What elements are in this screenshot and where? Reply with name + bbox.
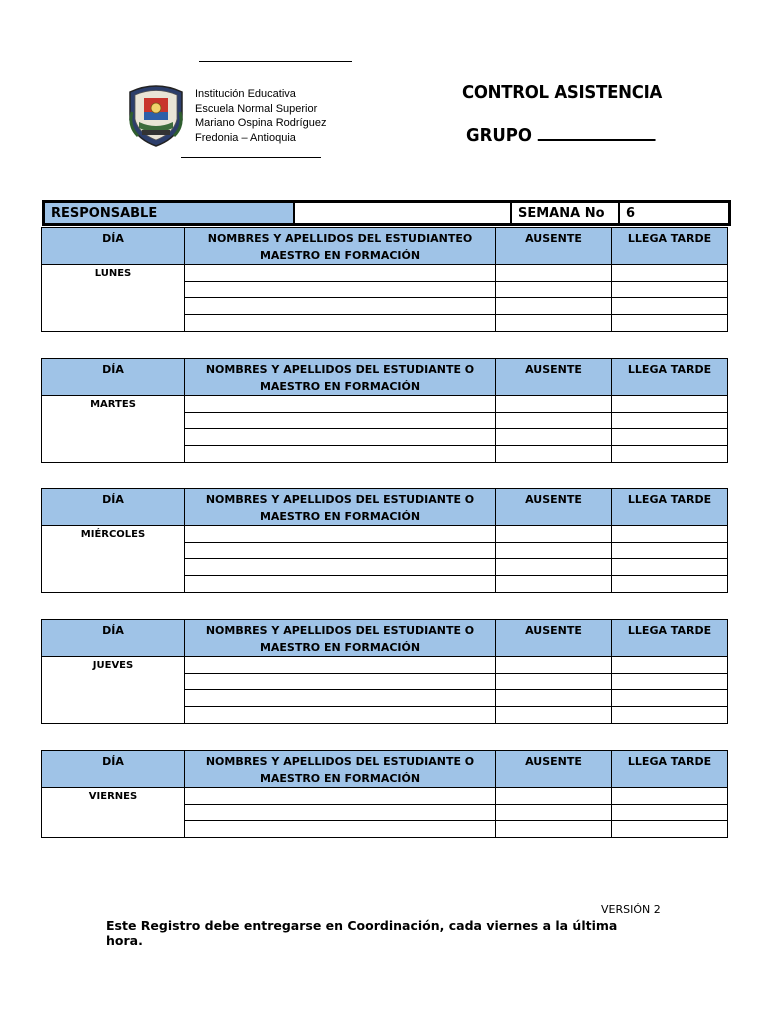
header-ausente: AUSENTE [496, 359, 612, 396]
header-llega-tarde: LLEGA TARDE [612, 359, 728, 396]
student-name-cell[interactable] [185, 526, 496, 543]
absent-cell[interactable] [496, 673, 612, 690]
absent-cell[interactable] [496, 559, 612, 576]
header-ausente: AUSENTE [496, 751, 612, 788]
top-signature-line [199, 61, 352, 62]
table-row [42, 526, 728, 543]
attendance-table-4 [41, 750, 728, 838]
student-name-cell[interactable] [185, 657, 496, 674]
student-name-cell[interactable] [185, 559, 496, 576]
absent-cell[interactable] [496, 804, 612, 821]
header-nombres: NOMBRES Y APELLIDOS DEL ESTUDIANTEO MAESTRO EN FORMACIÓN [185, 228, 496, 265]
student-name-cell[interactable] [185, 542, 496, 559]
header-nombres: NOMBRES Y APELLIDOS DEL ESTUDIANTE O MAESTRO EN FORMACIÓN [185, 489, 496, 526]
student-name-cell[interactable] [185, 429, 496, 446]
page-title: CONTROL ASISTENCIA [462, 82, 662, 103]
absent-cell[interactable] [496, 396, 612, 413]
grupo-field [466, 124, 655, 146]
institution-name [195, 87, 326, 145]
institution-line: Mariano Ospina Rodríguez [195, 117, 327, 129]
late-cell[interactable] [612, 446, 728, 463]
late-cell[interactable] [612, 707, 728, 724]
late-cell[interactable] [612, 412, 728, 429]
student-name-cell[interactable] [185, 298, 496, 315]
semana-field[interactable]: 6 [626, 205, 636, 221]
header-dia: DÍA [42, 620, 185, 657]
student-name-cell[interactable] [185, 281, 496, 298]
student-name-cell[interactable] [185, 788, 496, 805]
day-name: MIÉRCOLES [42, 526, 185, 593]
absent-cell[interactable] [496, 429, 612, 446]
institution-line: Institución Educativa [195, 88, 296, 100]
late-cell[interactable] [612, 429, 728, 446]
student-name-cell[interactable] [185, 576, 496, 593]
absent-cell[interactable] [496, 412, 612, 429]
late-cell[interactable] [612, 673, 728, 690]
late-cell[interactable] [612, 821, 728, 838]
absent-cell[interactable] [496, 315, 612, 332]
student-name-cell[interactable] [185, 446, 496, 463]
header-ausente: AUSENTE [496, 489, 612, 526]
table-row [42, 396, 728, 413]
table-row [42, 788, 728, 805]
late-cell[interactable] [612, 690, 728, 707]
header-llega-tarde: LLEGA TARDE [612, 751, 728, 788]
late-cell[interactable] [612, 559, 728, 576]
absent-cell[interactable] [496, 281, 612, 298]
header-dia: DÍA [42, 751, 185, 788]
late-cell[interactable] [612, 265, 728, 282]
grupo-blank[interactable] [538, 124, 656, 141]
institution-line: Fredonia – Antioquia [195, 131, 296, 144]
day-name: JUEVES [42, 657, 185, 724]
student-name-cell[interactable] [185, 412, 496, 429]
header-nombres: NOMBRES Y APELLIDOS DEL ESTUDIANTE O MAESTRO EN FORMACIÓN [185, 620, 496, 657]
student-name-cell[interactable] [185, 265, 496, 282]
absent-cell[interactable] [496, 542, 612, 559]
semana-label: SEMANA No [512, 203, 620, 223]
attendance-table-0 [41, 227, 728, 332]
header-llega-tarde: LLEGA TARDE [612, 620, 728, 657]
header-dia: DÍA [42, 228, 185, 265]
student-name-cell[interactable] [185, 396, 496, 413]
school-crest-logo [126, 82, 186, 148]
student-name-cell[interactable] [185, 707, 496, 724]
responsable-bar [42, 200, 731, 226]
late-cell[interactable] [612, 657, 728, 674]
late-cell[interactable] [612, 281, 728, 298]
student-name-cell[interactable] [185, 804, 496, 821]
absent-cell[interactable] [496, 821, 612, 838]
late-cell[interactable] [612, 788, 728, 805]
absent-cell[interactable] [496, 298, 612, 315]
absent-cell[interactable] [496, 788, 612, 805]
grupo-label: GRUPO [466, 125, 533, 146]
late-cell[interactable] [612, 576, 728, 593]
absent-cell[interactable] [496, 526, 612, 543]
header-nombres: NOMBRES Y APELLIDOS DEL ESTUDIANTE O MAESTRO EN FORMACIÓN [185, 751, 496, 788]
student-name-cell[interactable] [185, 821, 496, 838]
day-name: VIERNES [42, 788, 185, 838]
absent-cell[interactable] [496, 690, 612, 707]
header-llega-tarde: LLEGA TARDE [612, 228, 728, 265]
late-cell[interactable] [612, 315, 728, 332]
absent-cell[interactable] [496, 576, 612, 593]
responsable-field[interactable] [295, 203, 512, 223]
header-ausente: AUSENTE [496, 620, 612, 657]
day-name: MARTES [42, 396, 185, 463]
responsable-label: RESPONSABLE [45, 203, 295, 223]
late-cell[interactable] [612, 804, 728, 821]
late-cell[interactable] [612, 396, 728, 413]
attendance-table-2 [41, 488, 728, 593]
absent-cell[interactable] [496, 657, 612, 674]
absent-cell[interactable] [496, 265, 612, 282]
header-dia: DÍA [42, 359, 185, 396]
student-name-cell[interactable] [185, 315, 496, 332]
student-name-cell[interactable] [185, 673, 496, 690]
day-name: LUNES [42, 265, 185, 332]
header-nombres: NOMBRES Y APELLIDOS DEL ESTUDIANTE O MAESTRO EN FORMACIÓN [185, 359, 496, 396]
header-dia: DÍA [42, 489, 185, 526]
attendance-table-3 [41, 619, 728, 724]
table-row [42, 657, 728, 674]
absent-cell[interactable] [496, 707, 612, 724]
attendance-table-1 [41, 358, 728, 463]
late-cell[interactable] [612, 526, 728, 543]
version-label: VERSIÓN 2 [601, 903, 661, 916]
table-row [42, 265, 728, 282]
late-cell[interactable] [612, 298, 728, 315]
student-name-cell[interactable] [185, 690, 496, 707]
late-cell[interactable] [612, 542, 728, 559]
institution-underline [181, 157, 321, 158]
header-ausente: AUSENTE [496, 228, 612, 265]
absent-cell[interactable] [496, 446, 612, 463]
institution-line: Escuela Normal Superior [195, 102, 318, 115]
footer-note: Este Registro debe entregarse en Coordinación, cada viernes a la última hora. [106, 918, 618, 948]
header-llega-tarde: LLEGA TARDE [612, 489, 728, 526]
